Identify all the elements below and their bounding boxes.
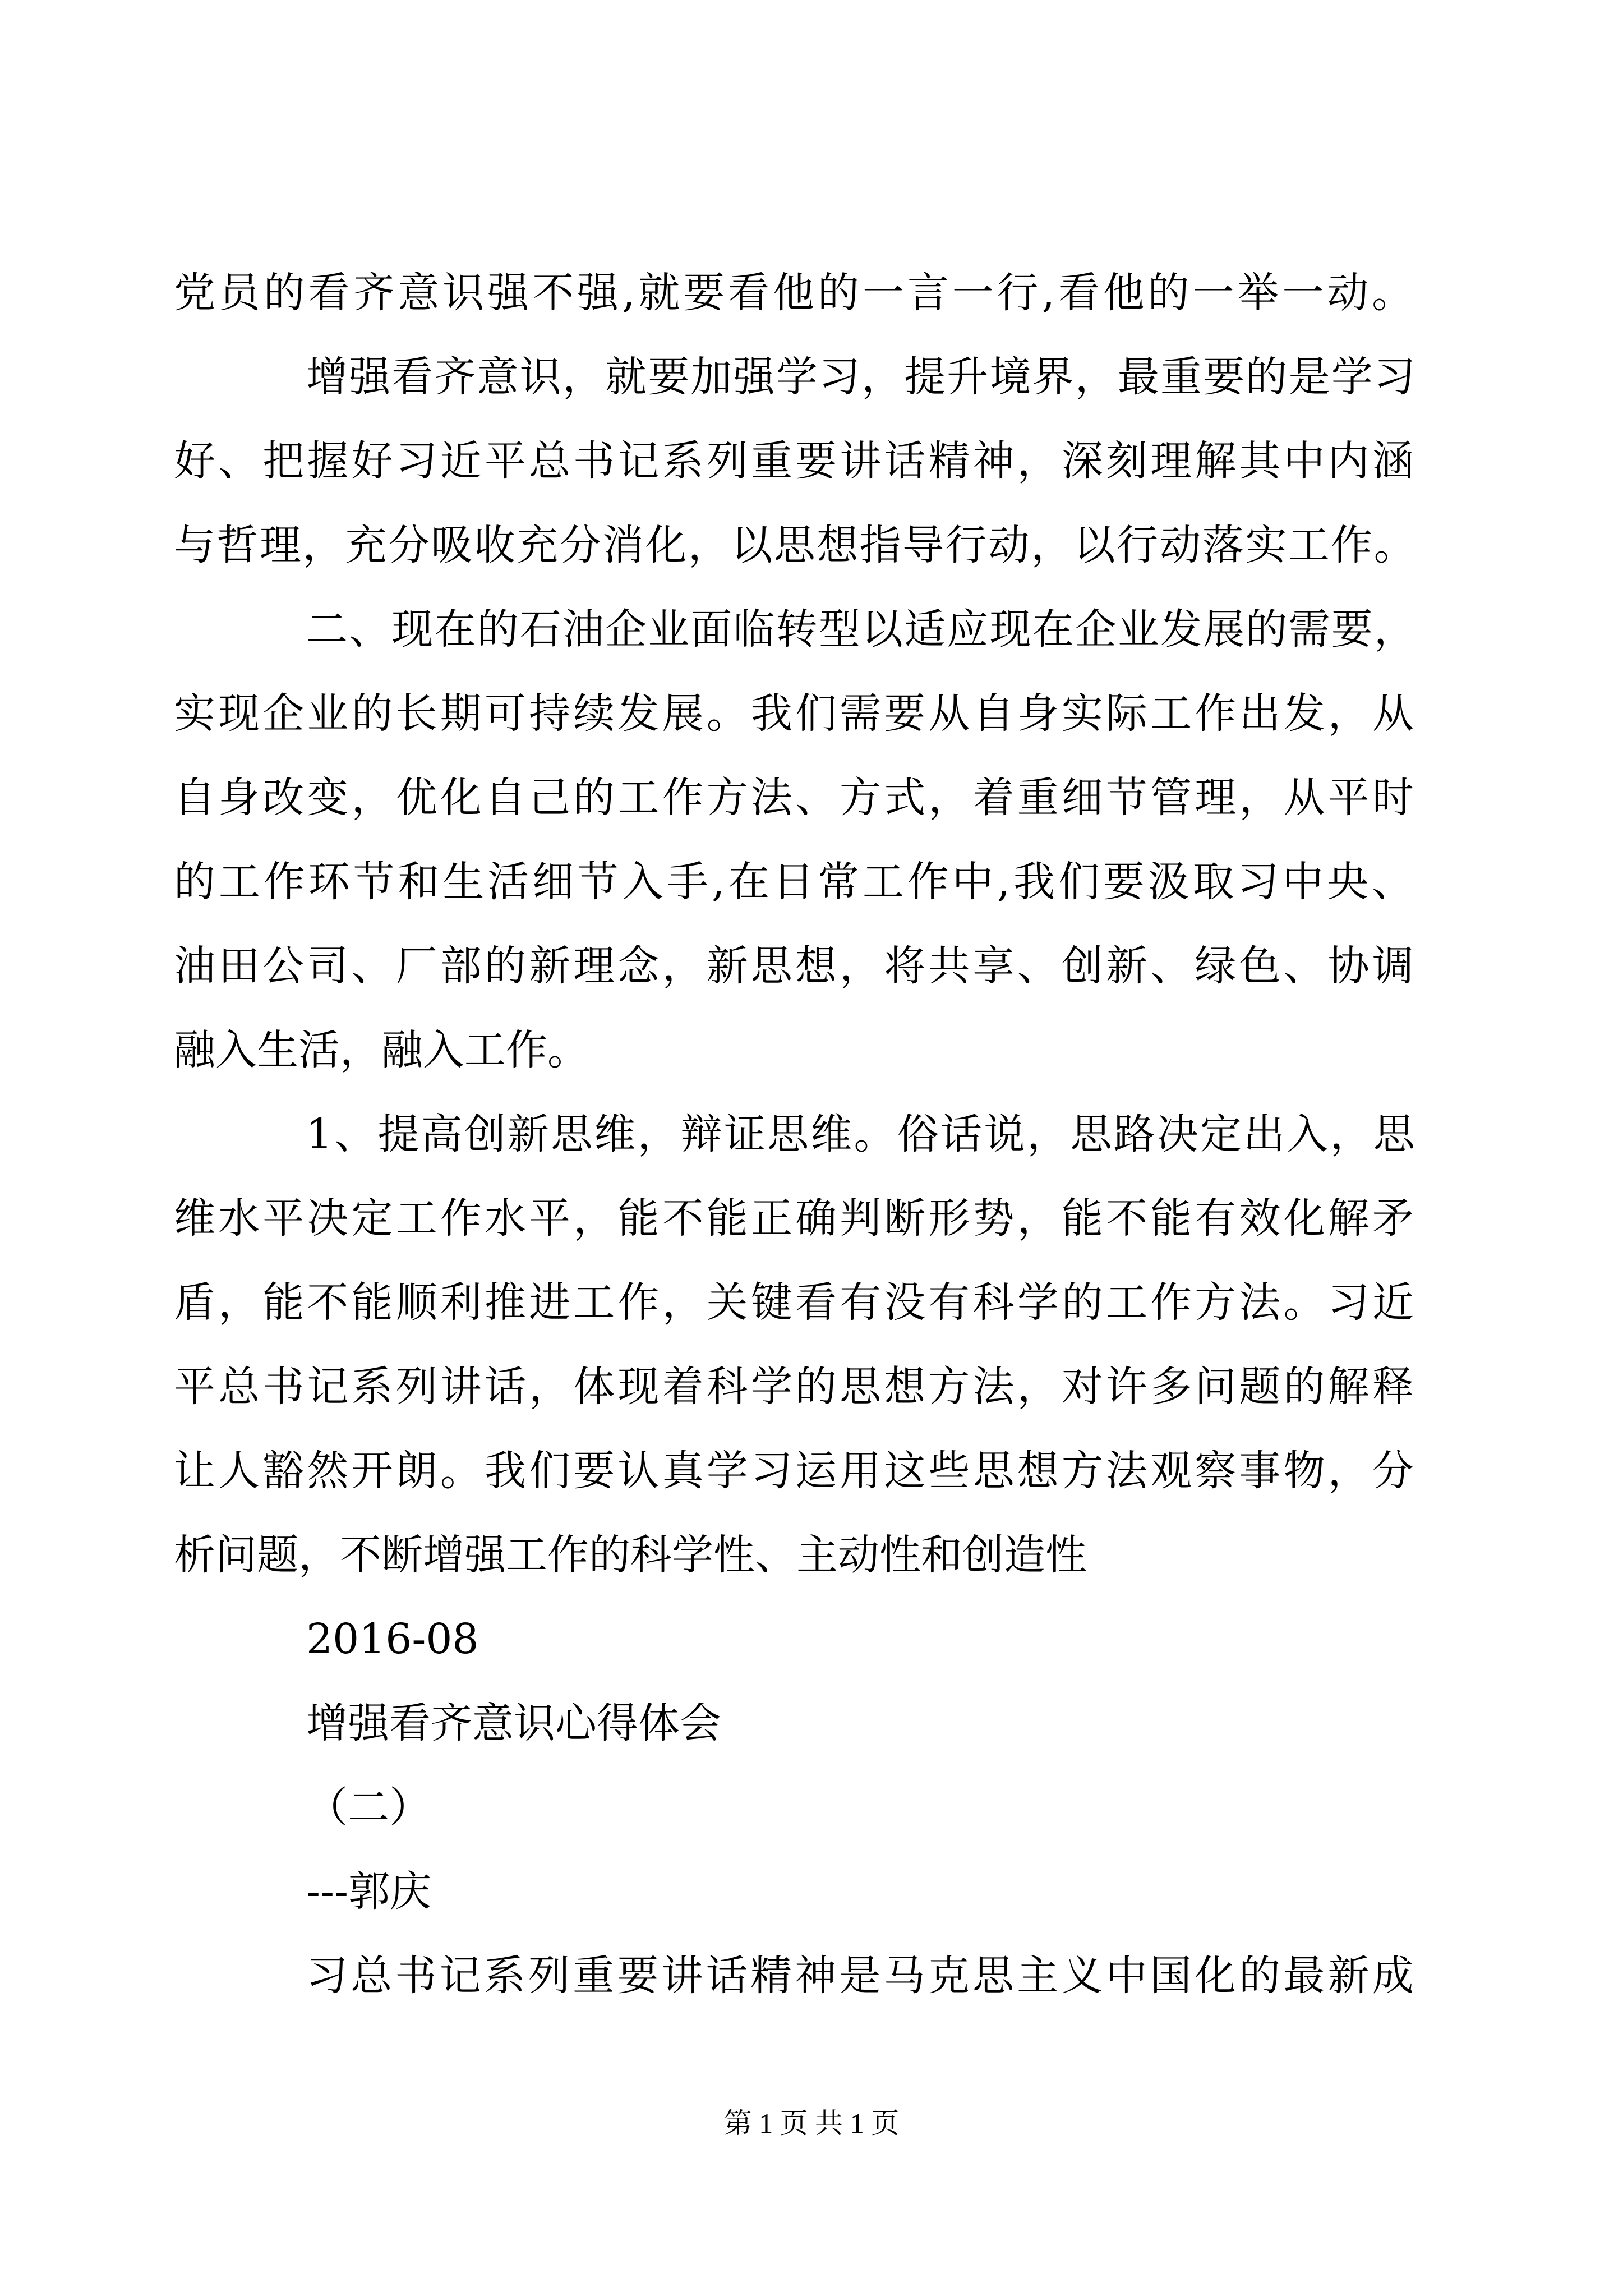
page-footer xyxy=(0,2098,1623,2148)
text-line: 1、提高创新思维，辩证思维。俗话说，思路决定出入，思 xyxy=(306,1110,1417,1158)
text-line: 增强看齐意识，就要加强学习，提升境界，最重要的是学习 xyxy=(306,353,1417,401)
text-line: 党员的看齐意识强不强,就要看他的一言一行,看他的一举一动。 xyxy=(174,269,1417,317)
text-line: 实现企业的长期可持续发展。我们需要从自身实际工作出发，从 xyxy=(174,689,1417,738)
text-line: 油田公司、厂部的新理念，新思想，将共享、创新、绿色、协调 xyxy=(174,942,1417,990)
text-line: 的工作环节和生活细节入手,在日常工作中,我们要汲取习中央、 xyxy=(174,858,1417,906)
text-line: 让人豁然开朗。我们要认真学习运用这些思想方法观察事物，分 xyxy=(174,1447,1417,1495)
text-line: 自身改变，优化自己的工作方法、方式，着重细节管理，从平时 xyxy=(174,774,1417,822)
text-line: 与哲理，充分吸收充分消化，以思想指导行动，以行动落实工作。 xyxy=(174,521,1417,569)
text-line: 习总书记系列重要讲话精神是马克思主义中国化的最新成 xyxy=(306,1952,1417,2000)
document-page: 党员的看齐意识强不强,就要看他的一言一行,看他的一举一动。 增强看齐意识，就要加强学习，提升境界，最重要的是学习 好、把握好习近平总书记系列重要讲话精神，深刻理解其中内涵 与哲理，充分吸收充分消化，以思想指导行动，以行动落实工作。 二、现在的石油企业面临转型以适应现在企业发展的需要， 实现企业的长期可持续发展。我们需要从自身实际工作出发，从 自身改变，优化自己的工作方法、方式，着重细节管理，从平时 的工作环节和生活细节入手,在日常工作中,我们要汲取习中央、 油田公司、厂部的新理念，新思想，将共享、创新、绿色、协调 融入生活，融入工作。 1、提高创新思维，辩证思维。俗话说，思路决定出入，思 维水平决定工作水平，能不能正确判断形势，能不能有效化解矛 盾，能不能顺利推进工作，关键看有没有科学的工作方法。习近 平总书记系列讲话，体现着科学的思想方法，对许多问题的解释 让人豁然开朗。我们要认真学习运用这些思想方法观察事物，分 析问题，不断增强工作的科学性、主动性和创造性 2016-08 增强看齐意识心得体会 （二） ---郭庆 习总书记系列重要讲话精神是马克思主义中国化的最新成 第 1 页 共 1 页 xyxy=(0,0,1623,2296)
text-line: 平总书记系列讲话，体现着科学的思想方法，对许多问题的解释 xyxy=(174,1363,1417,1411)
text-line: 二、现在的石油企业面临转型以适应现在企业发展的需要， xyxy=(306,605,1417,654)
page-number: 第 1 页 共 1 页 xyxy=(723,2108,900,2139)
text-line: 维水平决定工作水平，能不能正确判断形势，能不能有效化解矛 xyxy=(174,1194,1417,1243)
text-line: 盾，能不能顺利推进工作，关键看有没有科学的工作方法。习近 xyxy=(174,1278,1417,1327)
text-line: 好、把握好习近平总书记系列重要讲话精神，深刻理解其中内涵 xyxy=(174,437,1417,485)
